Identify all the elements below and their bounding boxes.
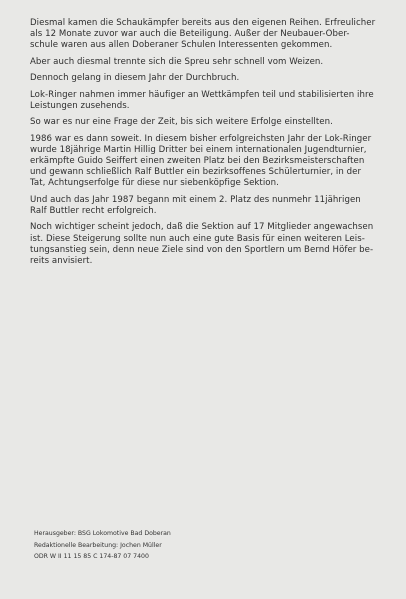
paragraph-schaukaempfer: Diesmal kamen die Schaukämpfer bereits aus den eigenen Reihen. Erfreulicher als 12 Monate zuvor war auch die Beteiligung. Außer der Neubauer-Ober- schule waren aus allen Doberaner Schulen Interessenten gekommen.	[30, 18, 376, 51]
imprint-code: ODR W II 11 15 85 C 174-87 07 7400	[34, 553, 149, 560]
paragraph-erfolge: So war es nur eine Frage der Zeit, bis sich weitere Erfolge einstellten.	[30, 117, 333, 128]
body-text	[30, 18, 388, 272]
paragraph-spreu: Aber auch diesmal trennte sich die Spreu sehr schnell vom Weizen.	[30, 56, 324, 67]
imprint	[34, 528, 334, 563]
paragraph-1987: Und auch das Jahr 1987 begann mit einem 2. Platz des nunmehr 11jährigen Ralf Buttler recht erfolgreich.	[30, 194, 361, 216]
paragraph-1986: 1986 war es dann soweit. In diesem bisher erfolgreichsten Jahr der Lok-Ringer wurde 18jährige Martin Hillig Dritter bei einem internationalen Jugendturnier, erkämpfte Guido Seiffert einen zweiten Platz bei den Bezirksmeisterschaften und gewann schließlich Ralf Buttler ein bezirksoffenes Schülerturnier, in der Tat, Achtungserfolge für diese nur siebenköpfige Sektion.	[30, 133, 372, 189]
paragraph-mitglieder: Noch wichtiger scheint jedoch, daß die Sektion auf 17 Mitglieder angewachsen ist. Diese Steigerung sollte nun auch eine gute Basis für einen weiteren Leis- tungsanstieg sein, denn neue Ziele sind von den Sportlern um Bernd Höfer be- reits anvisiert.	[30, 222, 374, 266]
paragraph-durchbruch: Dennoch gelang in diesem Jahr der Durchbruch.	[30, 73, 240, 84]
imprint-editor: Redaktionelle Bearbeitung: Jochen Müller	[34, 541, 162, 549]
imprint-publisher: Herausgeber: BSG Lokomotive Bad Doberan	[34, 530, 171, 537]
paragraph-wettkaempfe: Lok-Ringer nahmen immer häufiger an Wettkämpfen teil und stabilisierten ihre Leistungen zusehends.	[30, 89, 374, 111]
